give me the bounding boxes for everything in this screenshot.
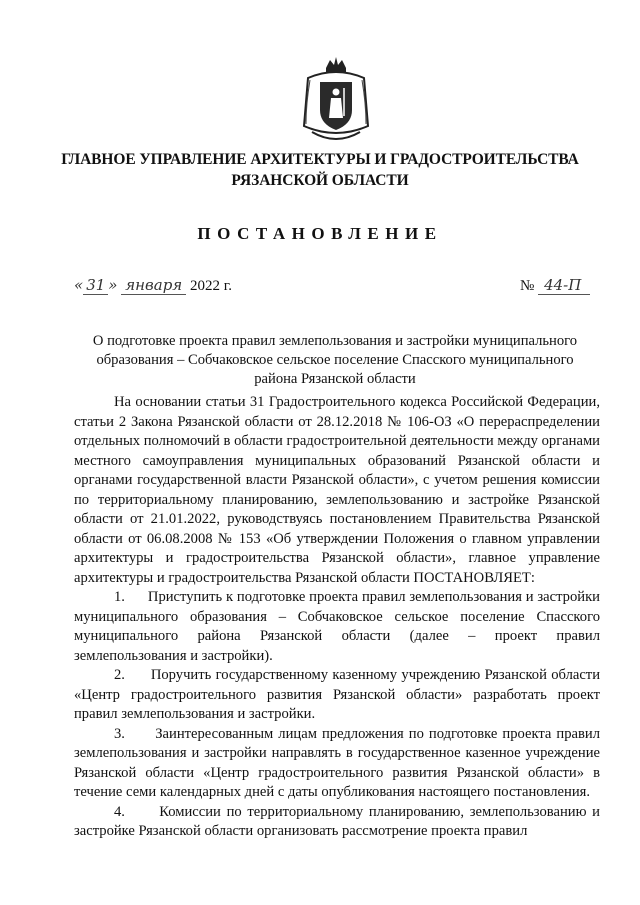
document-number [520,276,590,295]
preamble-paragraph: На основании статьи 31 Градостроительного кодекса Российской Федерации, статьи 2 Закона Рязанской области от 28.12.2018 № 106-ОЗ «О перераспределении отдельных полномочий в области градостроительной деятельности между органами местного самоуправления муниципальных образований Рязанской области и органами государственной власти Рязанской области», с учетом решения комиссии по территориальному планированию, землепользованию и застройке Рязанской области от 21.01.2022, руководствуясь постановлением Правительства Рязанской области от 06.08.2008 № 153 «Об утверждении Положения о главном управлении архитектуры и градостроительства Рязанской области», главное управление архитектуры и градостроительства Рязанской области ПОСТАНОВЛЯЕТ: [74,394,600,586]
document-date [74,276,232,295]
number-handwritten: 44-П [538,276,590,295]
date-day-handwritten: 31 [83,276,108,295]
date-year: 2022 г. [190,278,232,294]
document-body [74,393,600,842]
agency-name [40,149,600,191]
document-subject [70,332,600,389]
clause-4: 4. Комиссии по территориальному планированию, землепользованию и застройке Рязанской области организовать рассмотрение проекта правил [74,803,600,839]
date-quote-open: « [74,276,84,294]
subject-line1: О подготовке проекта правил землепользования и застройки муниципального [92,333,578,349]
date-month-handwritten: января [121,276,186,295]
number-prefix: № [520,278,535,294]
coat-of-arms-emblem [296,54,376,154]
subject-line2: образования – Собчаковское сельское поселение Спасского муниципального [96,352,574,368]
clause-1: 1. Приступить к подготовке проекта правил землепользования и застройки муниципального образования – Собчаковское сельское поселение Спасского муниципального района Рязанской области (далее – проект правил землепользования и застройки). [74,589,600,664]
clause-2: 2. Поручить государственному казенному учреждению Рязанской области «Центр градостроительного развития Рязанской области» разработать проект правил землепользования и застройки. [74,667,600,722]
agency-name-line2: РЯЗАНСКОЙ ОБЛАСТИ [231,172,409,189]
date-quote-close: » [108,276,118,294]
document-type-title: ПОСТАНОВЛЕНИЕ [197,224,443,243]
clause-3: 3. Заинтересованным лицам предложения по подготовке проекта правил землепользования и застройки направлять в государственное казенное учреждение Рязанской области «Центр градостроительного развития Рязанской области» в течение семи календарных дней с даты опубликования настоящего постановления. [74,725,600,800]
agency-name-line1: ГЛАВНОЕ УПРАВЛЕНИЕ АРХИТЕКТУРЫ И ГРАДОСТРОИТЕЛЬСТВА [61,151,579,168]
subject-line3: района Рязанской области [254,371,416,387]
